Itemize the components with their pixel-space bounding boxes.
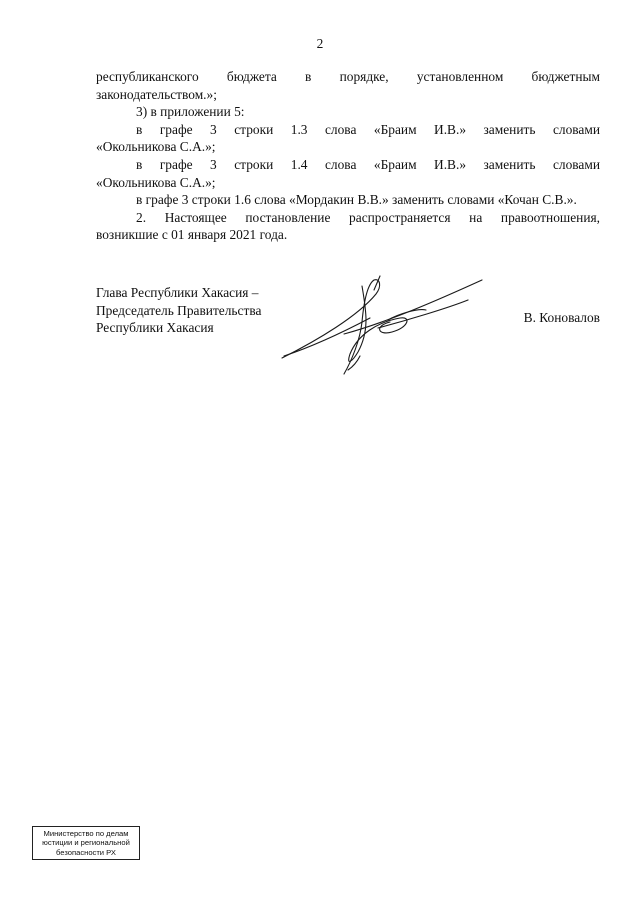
paragraph-6-line-1: 2. Настоящее постановление распространяется на правоотношения,	[136, 209, 600, 225]
signatory-title-line-2: Председатель Правительства	[96, 302, 262, 318]
document-body	[96, 68, 600, 244]
paragraph-3-line-1: в графе 3 строки 1.3 слова «Браим И.В.» заменить словами	[136, 121, 600, 137]
signatory-title-line-1: Глава Республики Хакасия –	[96, 285, 259, 300]
page-number: 2	[316, 36, 324, 51]
paragraph-2-line-1: 3) в приложении 5:	[136, 104, 245, 120]
signatory-title	[96, 284, 261, 337]
paragraph-3-line-2: «Окольникова С.А.»;	[96, 139, 216, 155]
handwritten-signature	[278, 270, 494, 382]
paragraph-4-line-2: «Окольникова С.А.»;	[96, 174, 216, 190]
signatory-name: В. Коновалов	[523, 310, 600, 325]
paragraph-4-line-1: в графе 3 строки 1.4 слова «Браим И.В.» заменить словами	[136, 156, 600, 172]
stamp-line-3: безопасности РХ	[56, 847, 116, 857]
stamp-line-1: Министерство по делам	[43, 829, 129, 838]
paragraph-1-line-1: республиканского бюджета в порядке, установленном бюджетным	[96, 69, 600, 84]
paragraph-1-line-2: законодательством.»;	[96, 86, 217, 102]
paragraph-5-line-1: в графе 3 строки 1.6 слова «Мордакин В.В.» заменить словами «Кочан С.В.».	[136, 192, 577, 208]
signatory-title-line-3: Республики Хакасия	[96, 320, 214, 336]
stamp-line-2: юстиции и региональной	[42, 838, 130, 848]
ministry-stamp	[32, 826, 140, 860]
paragraph-6-line-2: возникшие с 01 января 2021 года.	[96, 227, 288, 243]
